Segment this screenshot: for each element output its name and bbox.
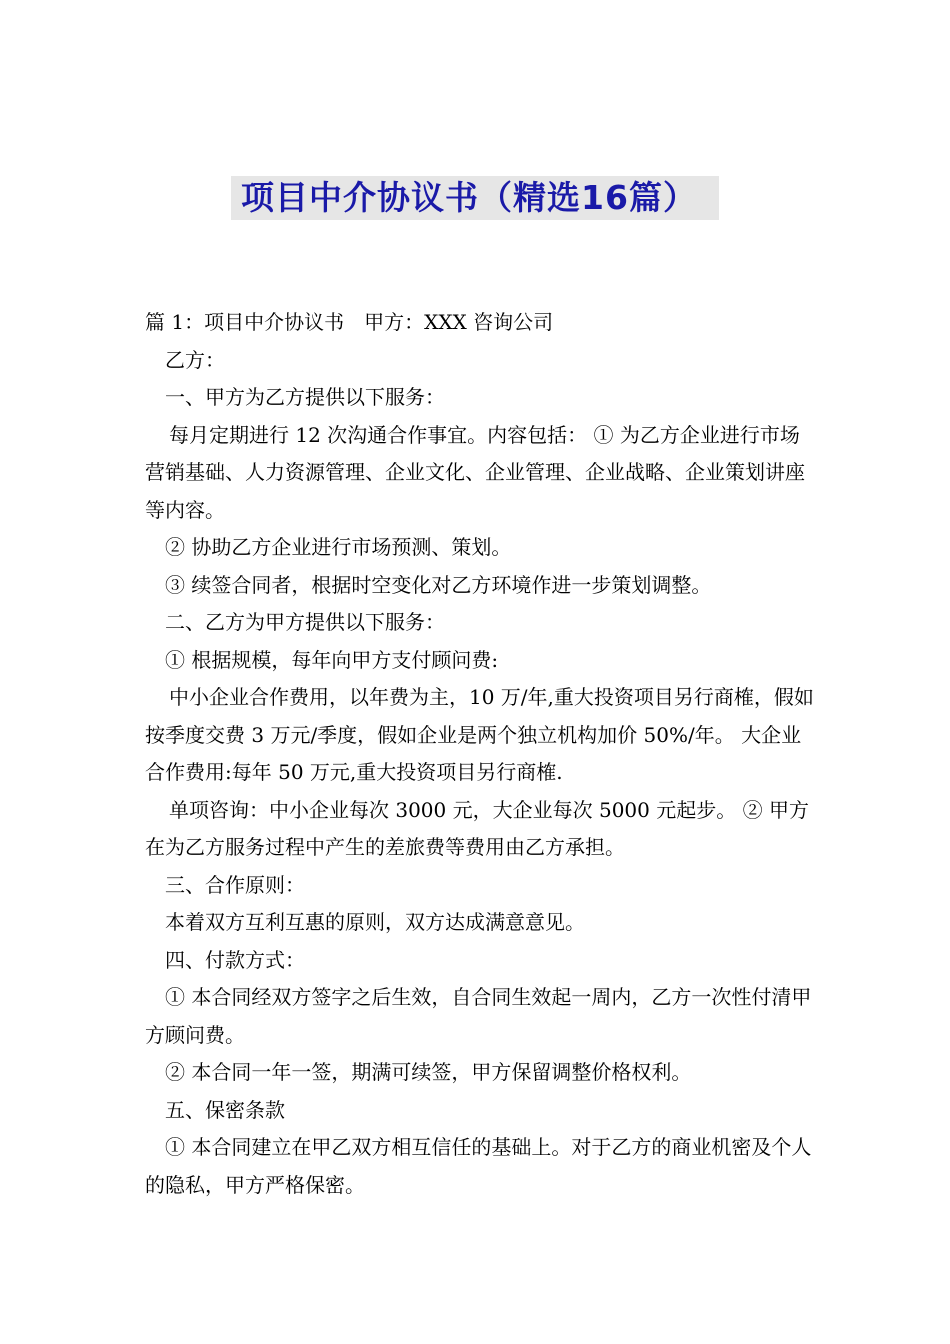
document-title: 项目中介协议书（精选16篇） xyxy=(231,176,719,220)
paragraph: 中小企业合作费用，以年费为主，10 万/年,重大投资项目另行商榷，假如按季度交费 3 万元/季度，假如企业是两个独立机构加价 50%/年。 大企业合作费用:每年 50 万元,重大投资项目另行商榷. xyxy=(145,685,814,784)
paragraph: ② 本合同一年一签，期满可续签，甲方保留调整价格权利。 xyxy=(165,1060,692,1084)
section-heading-5: 五、保密条款 xyxy=(165,1097,285,1122)
paragraph: 单项咨询：中小企业每次 3000 元，大企业每次 5000 元起步。 ② 甲方在为乙方服务过程中产生的差旅费等费用由乙方承担。 xyxy=(145,797,809,859)
section-heading-3: 三、合作原则： xyxy=(165,872,305,897)
paragraph: 本着双方互利互惠的原则，双方达成满意意见。 xyxy=(165,910,585,934)
paragraph: ① 本合同经双方签字之后生效，自合同生效起一周内，乙方一次性付清甲方顾问费。 xyxy=(145,985,812,1047)
paragraph: ③ 续签合同者，根据时空变化对乙方环境作进一步策划调整。 xyxy=(165,572,712,597)
section-heading-2: 二、乙方为甲方提供以下服务： xyxy=(165,610,445,634)
document-body xyxy=(145,304,817,1204)
title-container xyxy=(0,176,950,220)
paragraph: ① 本合同建立在甲乙双方相互信任的基础上。对于乙方的商业机密及个人的隐私，甲方严格保密。 xyxy=(145,1135,812,1197)
paragraph: ② 协助乙方企业进行市场预测、策划。 xyxy=(165,535,512,559)
section-heading-4: 四、付款方式： xyxy=(165,947,305,972)
paragraph-party-b: 乙方： xyxy=(165,347,225,372)
paragraph: ① 根据规模，每年向甲方支付顾问费: xyxy=(165,647,499,672)
section-heading-1: 一、甲方为乙方提供以下服务： xyxy=(165,385,445,409)
paragraph: 每月定期进行 12 次沟通合作事宜。内容包括： ① 为乙方企业进行市场营销基础、人力资源管理、企业文化、企业管理、企业战略、企业策划讲座等内容。 xyxy=(145,422,805,522)
paragraph-header: 篇 1：项目中介协议书 甲方：XXX 咨询公司 xyxy=(145,310,554,334)
